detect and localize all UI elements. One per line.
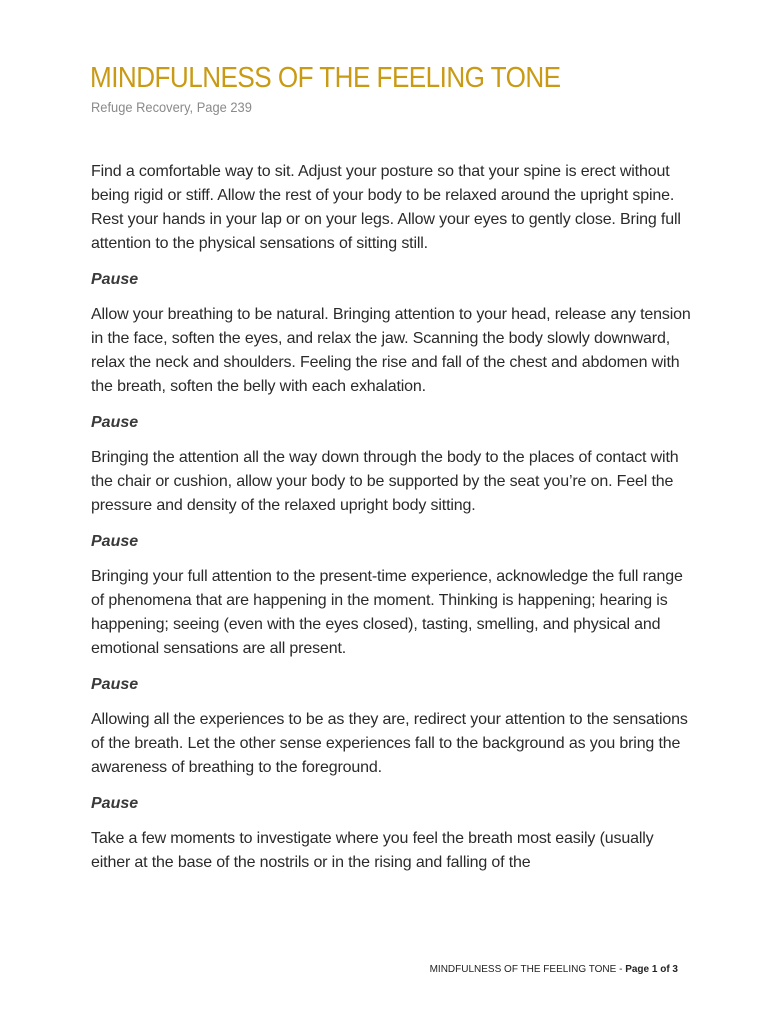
page-footer — [430, 963, 678, 977]
paragraph: Bringing the attention all the way down through the body to the places of contact with the chair or cushion, allow your body to be supported by the seat you’re on. Feel the pressure and density of the relaxed upright body sitting. — [91, 449, 679, 514]
page-title: MINDFULNESS OF THE FEELING TONE — [90, 62, 561, 94]
paragraph: Allowing all the experiences to be as they are, redirect your attention to the sensations of the breath. Let the other sense experiences fall to the background as you bring the awareness of breathing to the foreground. — [91, 711, 688, 776]
paragraph: Take a few moments to investigate where you feel the breath most easily (usually either at the base of the nostrils or in the rising and falling of the — [91, 830, 654, 871]
body-text — [91, 160, 691, 888]
paragraph: Bringing your full attention to the present-time experience, acknowledge the full range of phenomena that are happening in the moment. Thinking is happening; hearing is happening; seeing (even with the eyes closed), tasting, smelling, and physical and emotional sensations are all present. — [91, 568, 683, 657]
pause-label: Pause — [91, 414, 139, 431]
paragraph: Allow your breathing to be natural. Bringing attention to your head, release any tension in the face, soften the eyes, and relax the jaw. Scanning the body slowly downward, relax the neck and shoulders. Feeling the rise and fall of the chest and abdomen with the breath, soften the belly with each exhalation. — [91, 306, 691, 395]
page-subtitle: Refuge Recovery, Page 239 — [91, 99, 252, 115]
footer-doc-name: MINDFULNESS OF THE FEELING TONE — [429, 964, 617, 975]
pause-label: Pause — [91, 676, 139, 693]
pause-label: Pause — [91, 795, 139, 812]
pause-label: Pause — [91, 533, 139, 550]
paragraph: Find a comfortable way to sit. Adjust your posture so that your spine is erect without being rigid or stiff. Allow the rest of your body to be relaxed around the upright spine. Rest your hands in your lap or on your legs. Allow your eyes to gently close. Bring full attention to the physical sensations of sitting still. — [91, 163, 681, 252]
pause-label: Pause — [91, 271, 139, 288]
footer-page-number: Page 1 of 3 — [625, 964, 678, 975]
footer-separator: - — [616, 964, 626, 975]
